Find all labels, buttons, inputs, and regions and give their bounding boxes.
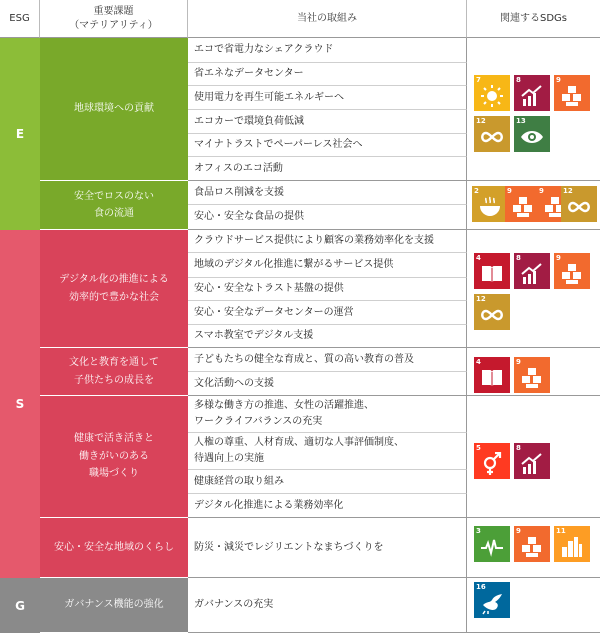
infinity-icon [480,303,504,327]
sdg-goal-12-icon [561,186,597,222]
sdg-goal-13-icon [514,116,550,152]
initiative-row [188,86,467,110]
industry-blocks-icon [560,84,584,108]
initiative-row [188,470,467,494]
materiality-cell [40,518,188,578]
initiative-text: 食品ロス削減を支援 [194,186,284,198]
initiative-row [188,494,467,518]
initiative-row [188,157,467,181]
initiative-row [188,205,467,230]
initiative-row [188,253,467,278]
sdg-goal-12-icon [474,294,510,330]
growth-chart-icon [520,262,544,286]
sdg-goal-5-icon [474,443,510,479]
initiative-text: 人権の尊重、人材育成、適切な人事評価制度、 [194,437,404,448]
initiative-row [188,372,467,396]
header-materiality-line1: 重要課題 [93,6,134,17]
materiality-label-line: 健康で活き活きと [74,433,154,445]
initiative-row [188,396,467,433]
sdg-goal-12-icon [474,116,510,152]
header-sdgs [467,0,600,38]
header-initiatives [188,0,467,38]
initiative-row [188,433,467,470]
sdg-goal-8-icon [514,443,550,479]
sdg-goal-8-icon [514,253,550,289]
gender-icon [480,452,504,476]
sdg-goal-7-icon [474,75,510,111]
materiality-label-line: 文化と教育を通して [69,357,159,368]
sdg-goal-number: 2 [474,187,479,195]
infinity-icon [480,125,504,149]
initiative-text: ガバナンスの充実 [194,599,274,610]
sdg-goal-11-icon [554,526,590,562]
sdg-goal-number: 12 [563,187,573,195]
header-initiatives-label: 当社の取組み [297,12,357,24]
initiative-row [188,230,467,253]
esg-label: G [15,598,25,613]
initiative-row [188,278,467,301]
materiality-cell [40,348,188,396]
initiative-text: 文化活動への支援 [194,377,274,389]
header-materiality [40,0,188,38]
sdg-goal-number: 4 [476,254,481,262]
initiative-text: 多様な働き方の推進、女性の活躍推進、 [194,400,374,411]
sdg-goal-4-icon [474,357,510,393]
materiality-cell [40,396,188,518]
materiality-cell [40,38,188,181]
esg-label: S [15,397,25,411]
sdg-goal-3-icon [474,526,510,562]
sdg-goal-number: 5 [476,444,481,452]
initiative-text: クラウドサービス提供により顧客の業務効率化を支援 [194,235,434,246]
initiative-row [188,38,467,63]
book-icon [480,366,504,390]
initiative-row [188,518,467,578]
growth-chart-icon [520,84,544,108]
initiative-text: オフィスのエコ活動 [194,162,283,174]
sdg-goal-9-icon [554,253,590,289]
sdg-goal-number: 8 [516,254,521,262]
materiality-label-line: 子供たちの成長を [74,374,154,386]
sdg-goal-number: 9 [556,254,561,262]
industry-blocks-icon [520,535,544,559]
city-icon [560,535,584,559]
sdg-goal-number: 8 [516,444,521,452]
initiative-text: 安心・安全なトラスト基盤の提供 [194,283,344,294]
materiality-label-line: 職場づくり [89,468,139,480]
header-esg [0,0,40,38]
sdg-goal-number: 3 [476,527,481,535]
header-sdgs-label: 関連するSDGs [499,12,567,24]
initiative-row [188,63,467,86]
sdg-goal-number: 4 [476,358,481,366]
initiative-row [188,578,467,633]
sdg-goal-9-icon [514,526,550,562]
sdg-goal-16-icon [474,582,510,618]
sdg-goal-number: 12 [476,295,486,303]
initiative-text: 省エネなデータセンター [194,68,304,79]
sdg-goal-number: 9 [539,187,544,195]
header-materiality-line2: （マテリアリティ） [69,19,158,31]
materiality-cell [40,578,188,633]
initiative-text: 健康経営の取り組み [194,475,284,487]
growth-chart-icon [520,452,544,476]
esg-cell-e [0,38,40,230]
initiative-row [188,110,467,134]
sdg-goal-number: 7 [476,76,481,84]
initiative-row [188,181,467,205]
initiative-row [188,325,467,348]
sdg-goal-number: 9 [556,76,561,84]
materiality-label-line: デジタル化の推進による [59,274,169,285]
sdg-goal-number: 11 [556,527,566,535]
esg-cell-s [0,230,40,578]
sdg-goal-number: 12 [476,117,486,125]
sdg-goal-9-icon [554,75,590,111]
sdg-goal-number: 9 [507,187,512,195]
sdg-goal-number: 16 [476,583,486,591]
industry-blocks-icon [520,366,544,390]
initiative-text: 子どもたちの健全な育成と、質の高い教育の普及 [194,353,414,365]
initiative-text: 安心・安全な食品の提供 [194,211,304,222]
materiality-label-line: 安全でロスのない [74,190,154,202]
sdg-goal-9-icon [514,357,550,393]
sdg-goal-8-icon [514,75,550,111]
initiative-text: 使用電力を再生可能エネルギーへ [194,91,344,103]
industry-blocks-icon [560,262,584,286]
sdg-goal-number: 13 [516,117,526,125]
sun-icon [480,84,504,108]
sdg-goal-number: 8 [516,76,521,84]
bowl-icon [478,195,502,219]
initiative-text: ワークライフバランスの充実 [194,416,323,427]
materiality-label-line: 安心・安全な地域のくらし [54,541,174,553]
materiality-label-line: 地球環境への貢献 [74,103,154,115]
initiative-text: マイナトラストでペーパーレス社会へ [194,139,363,150]
initiative-text: エコで省電力なシェアクラウド [194,44,334,55]
materiality-cell [40,181,188,230]
heartbeat-icon [480,535,504,559]
initiative-text: 防災・減災でレジリエントなまちづくりを [194,541,384,553]
sdg-cell [467,230,600,348]
initiative-text: 安心・安全なデータセンターの運営 [194,306,354,318]
materiality-label-line: 働きがいのある [79,450,149,462]
header-esg-label: ESG [9,12,30,24]
eye-icon [520,125,544,149]
sdg-goal-9-icon [505,186,541,222]
materiality-label-line: 効率的で豊かな社会 [69,291,159,303]
book-icon [480,262,504,286]
initiative-row [188,348,467,372]
initiative-row [188,301,467,325]
materiality-cell [40,230,188,348]
sdg-goal-4-icon [474,253,510,289]
sdg-goal-number: 9 [516,527,521,535]
initiative-text: スマホ教室でデジタル支援 [194,330,314,341]
initiative-text: デジタル化推進による業務効率化 [194,499,344,511]
infinity-icon [567,195,591,219]
initiative-text: 地域のデジタル化推進に繋がるサービス提供 [194,259,394,270]
initiative-text: エコカーで環境負荷低減 [194,115,304,127]
dove-icon [480,591,504,615]
materiality-label-line: 食の流通 [94,208,134,219]
initiative-text: 待遇向上の実施 [194,453,264,464]
materiality-label-line: ガバナンス機能の強化 [64,599,164,611]
esg-label: E [15,127,25,141]
initiative-row [188,134,467,157]
industry-blocks-icon [511,195,535,219]
esg-cell-g [0,578,40,633]
sdg-goal-number: 9 [516,358,521,366]
sdg-goal-2-icon [472,186,508,222]
